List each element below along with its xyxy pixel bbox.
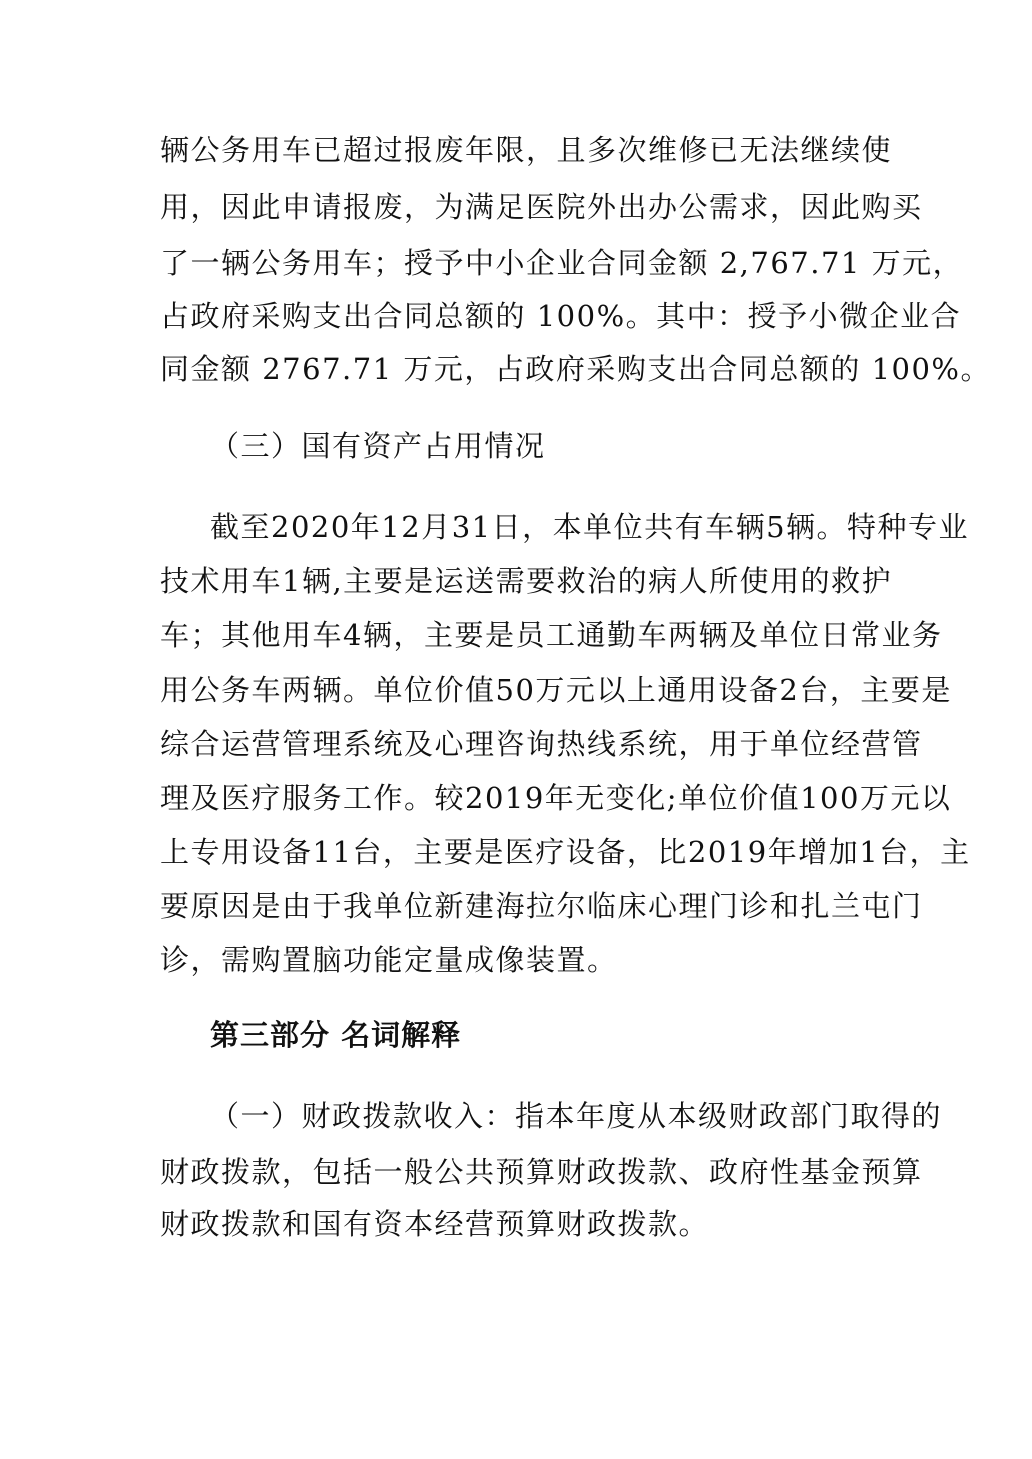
paragraph-line: 同金额 2767.71 万元，占政府采购支出合同总额的 100%。 — [160, 352, 991, 386]
section-heading: （三）国有资产占用情况 — [210, 429, 546, 463]
paragraph-line: 占政府采购支出合同总额的 100%。其中：授予小微企业合 — [160, 299, 962, 333]
paragraph-line: （一）财政拨款收入：指本年度从本级财政部门取得的 — [210, 1099, 943, 1133]
paragraph-line: 上专用设备11台，主要是医疗设备，比2019年增加1台，主 — [160, 835, 971, 869]
part-heading: 第三部分 名词解释 — [210, 1018, 462, 1052]
paragraph-line: 要原因是由于我单位新建海拉尔临床心理门诊和扎兰屯门 — [160, 889, 923, 923]
paragraph-line: 辆公务用车已超过报废年限，且多次维修已无法继续使 — [160, 133, 893, 167]
paragraph-line: 技术用车1辆,主要是运送需要救治的病人所使用的救护 — [160, 564, 893, 598]
paragraph-line: 车；其他用车4辆，主要是员工通勤车两辆及单位日常业务 — [160, 618, 943, 652]
paragraph-line: 用，因此申请报废，为满足医院外出办公需求，因此购买 — [160, 190, 923, 224]
paragraph-line: 财政拨款，包括一般公共预算财政拨款、政府性基金预算 — [160, 1155, 923, 1189]
paragraph-line: 了一辆公务用车；授予中小企业合同金额 2,767.71 万元， — [160, 246, 964, 280]
paragraph-line: 用公务车两辆。单位价值50万元以上通用设备2台，主要是 — [160, 673, 952, 707]
paragraph-line: 诊，需购置脑功能定量成像装置。 — [160, 943, 618, 977]
paragraph-line: 截至2020年12月31日，本单位共有车辆5辆。特种专业 — [210, 510, 970, 544]
paragraph-line: 综合运营管理系统及心理咨询热线系统，用于单位经营管 — [160, 727, 923, 761]
paragraph-line: 理及医疗服务工作。较2019年无变化;单位价值100万元以 — [160, 781, 952, 815]
paragraph-line: 财政拨款和国有资本经营预算财政拨款。 — [160, 1207, 710, 1241]
